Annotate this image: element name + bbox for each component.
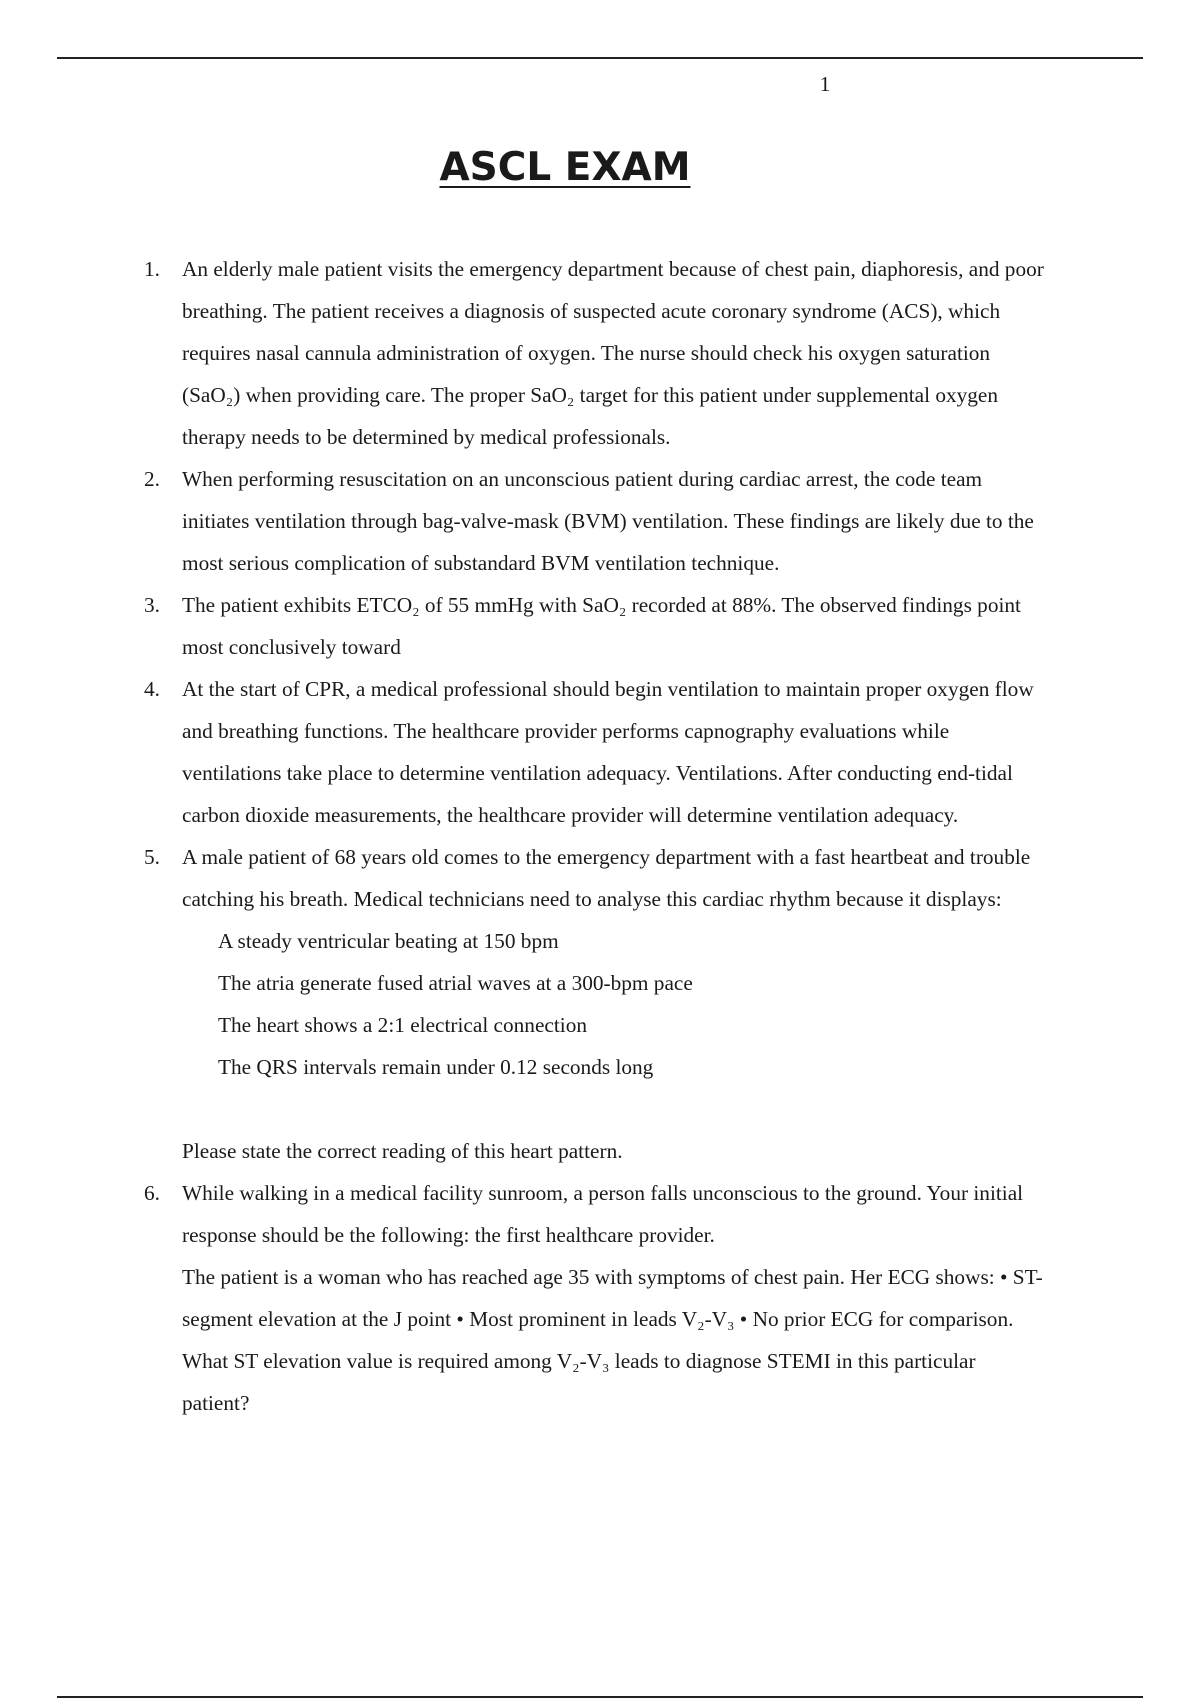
question-text: At the start of CPR, a medical professional should begin ventilation to maintain proper oxygen flow and breathing functions. The healthcare provider performs capnography evaluations while ventilations take place to determine ventilation adequacy. Ventilations. After conducting end-tidal carbon dioxide measurements, the healthcare provider will determine ventilation adequacy. xyxy=(182,677,1034,827)
question-list xyxy=(0,248,1200,1424)
question-number: 2. xyxy=(144,467,160,491)
ecg-findings-list xyxy=(182,920,1045,1088)
question-6 xyxy=(0,1172,1200,1424)
document-title xyxy=(0,142,1130,194)
question-5 xyxy=(0,836,1200,1172)
question-extra-text: The patient is a woman who has reached age 35 with symptoms of chest pain. Her ECG shows: • ST-segment elevation at the J point • Most prominent in leads V₂-V₃ • No prior ECG for comparison. What ST elevation value is required among V₂-V₃ leads to diagnose STEMI in this particular patient? xyxy=(182,1265,1043,1415)
question-number: 6. xyxy=(144,1181,160,1205)
question-number: 1. xyxy=(144,257,160,281)
ecg-finding: The atria generate fused atrial waves at a 300-bpm pace xyxy=(218,971,693,995)
question-text: An elderly male patient visits the emergency department because of chest pain, diaphoresis, and poor breathing. The patient receives a diagnosis of suspected acute coronary syndrome (ACS), which requires nasal cannula administration of oxygen. The nurse should check his oxygen saturation (SaO₂) when providing care. The proper SaO₂ target for this patient under supplemental oxygen therapy needs to be determined by medical professionals. xyxy=(182,257,1044,449)
ecg-finding: The heart shows a 2:1 electrical connection xyxy=(218,1013,587,1037)
page-number: 1 xyxy=(819,72,831,96)
ecg-finding: The QRS intervals remain under 0.12 seconds long xyxy=(218,1055,654,1079)
question-3 xyxy=(0,584,1200,668)
question-text: The patient exhibits ETCO₂ of 55 mmHg with SaO₂ recorded at 88%. The observed findings point most conclusively toward xyxy=(182,593,1021,659)
question-2 xyxy=(0,458,1200,584)
question-number: 4. xyxy=(144,677,160,701)
header-rule xyxy=(57,57,1143,59)
question-text: While walking in a medical facility sunroom, a person falls unconscious to the ground. Your initial response should be the following: the first healthcare provider. xyxy=(182,1181,1024,1247)
question-text: A male patient of 68 years old comes to the emergency department with a fast heartbeat and trouble catching his breath. Medical technicians need to analyse this cardiac rhythm because it displays: xyxy=(182,845,1031,911)
question-number: 5. xyxy=(144,845,160,869)
question-1 xyxy=(0,248,1200,458)
document-title-text: ASCL EXAM xyxy=(439,145,691,190)
question-4 xyxy=(0,668,1200,836)
question-follow-up: Please state the correct reading of this heart pattern. xyxy=(182,1139,623,1163)
paragraph-gap xyxy=(182,1088,1045,1130)
ecg-finding: A steady ventricular beating at 150 bpm xyxy=(218,929,559,953)
footer-rule xyxy=(57,1696,1143,1698)
question-number: 3. xyxy=(144,593,160,617)
question-text: When performing resuscitation on an unconscious patient during cardiac arrest, the code team initiates ventilation through bag-valve-mask (BVM) ventilation. These findings are likely due to the most serious complication of substandard BVM ventilation technique. xyxy=(182,467,1034,575)
